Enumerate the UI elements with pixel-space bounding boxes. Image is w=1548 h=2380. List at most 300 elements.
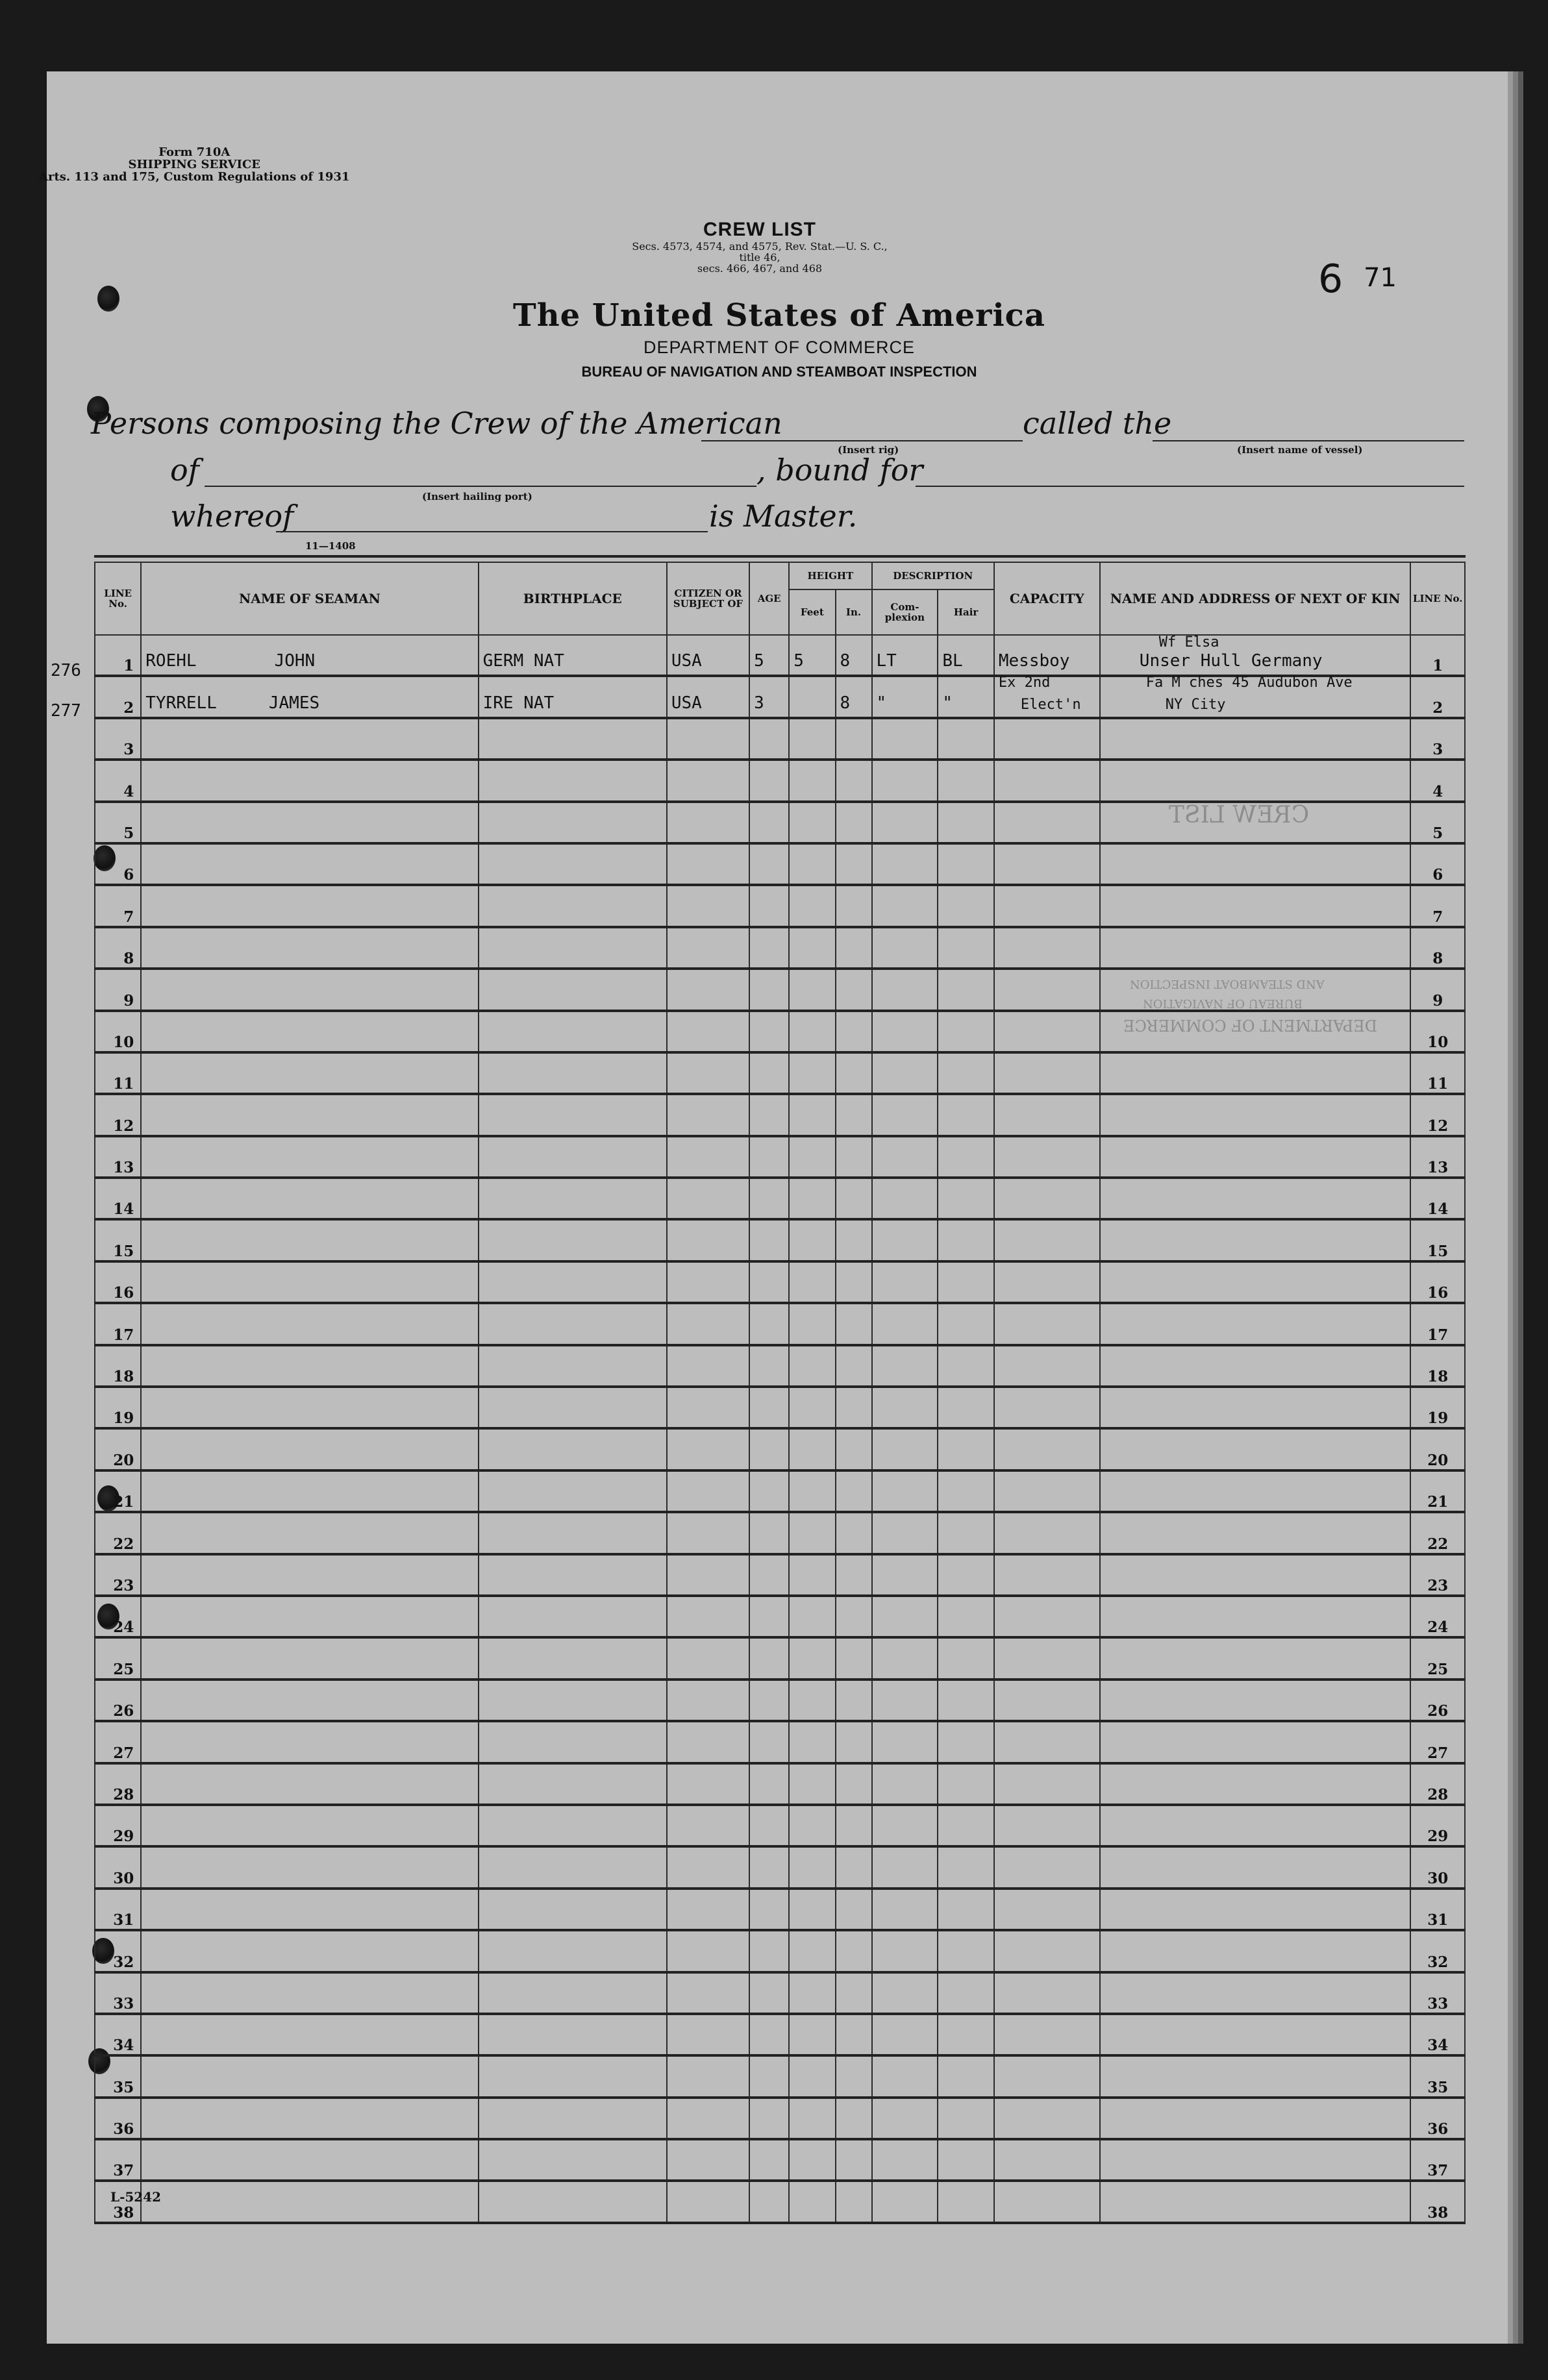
birthplace-cell[interactable]	[479, 1512, 667, 1554]
age-cell[interactable]	[749, 718, 789, 760]
complexion-cell[interactable]	[872, 1805, 938, 1846]
hair-cell[interactable]	[938, 2014, 994, 2055]
feet-cell[interactable]	[789, 1596, 835, 1637]
birthplace-cell[interactable]	[479, 1261, 667, 1303]
age-cell[interactable]	[749, 1972, 789, 2014]
capacity-cell[interactable]	[994, 2181, 1100, 2222]
seaman-name-cell[interactable]	[141, 1972, 478, 2014]
age-cell[interactable]	[749, 1011, 789, 1052]
kin-cell[interactable]	[1100, 1345, 1411, 1387]
age-cell[interactable]	[749, 1596, 789, 1637]
hair-cell[interactable]	[938, 1554, 994, 1596]
capacity-cell[interactable]	[994, 2014, 1100, 2055]
complexion-cell[interactable]	[872, 1680, 938, 1721]
complexion-cell[interactable]	[872, 1011, 938, 1052]
capacity-cell[interactable]	[994, 1470, 1100, 1512]
complexion-cell[interactable]	[872, 885, 938, 926]
inches-cell[interactable]	[836, 1596, 872, 1637]
seaman-name-cell[interactable]	[141, 1052, 478, 1094]
inches-cell[interactable]	[836, 843, 872, 885]
complexion-cell[interactable]	[872, 927, 938, 969]
birthplace-cell[interactable]	[479, 1596, 667, 1637]
citizen-cell[interactable]	[667, 927, 749, 969]
birthplace-cell[interactable]	[479, 885, 667, 926]
rig-field[interactable]	[701, 440, 1023, 441]
feet-cell[interactable]	[789, 1261, 835, 1303]
seaman-name-cell[interactable]	[141, 969, 478, 1010]
citizen-cell[interactable]	[667, 1846, 749, 1888]
complexion-cell[interactable]	[872, 1178, 938, 1219]
capacity-cell[interactable]	[994, 1052, 1100, 1094]
capacity-cell[interactable]	[994, 1889, 1100, 1930]
capacity-cell[interactable]	[994, 676, 1100, 717]
capacity-cell[interactable]	[994, 1219, 1100, 1261]
birthplace-cell[interactable]	[479, 1972, 667, 2014]
hair-cell[interactable]	[938, 927, 994, 969]
complexion-cell[interactable]	[872, 1721, 938, 1763]
hair-cell[interactable]	[938, 1470, 994, 1512]
complexion-cell[interactable]	[872, 1637, 938, 1679]
seaman-name-cell[interactable]	[141, 1261, 478, 1303]
feet-cell[interactable]	[789, 1805, 835, 1846]
birthplace-cell[interactable]	[479, 1011, 667, 1052]
feet-cell[interactable]	[789, 676, 835, 717]
inches-cell[interactable]	[836, 1094, 872, 1135]
birthplace-cell[interactable]	[479, 927, 667, 969]
age-cell[interactable]	[749, 1763, 789, 1805]
birthplace-cell[interactable]	[479, 1428, 667, 1470]
capacity-cell[interactable]	[994, 1763, 1100, 1805]
seaman-name-cell[interactable]	[141, 1637, 478, 1679]
citizen-cell[interactable]	[667, 1721, 749, 1763]
capacity-cell[interactable]	[994, 2139, 1100, 2181]
birthplace-cell[interactable]	[479, 1637, 667, 1679]
complexion-cell[interactable]	[872, 1889, 938, 1930]
birthplace-cell[interactable]	[479, 802, 667, 843]
seaman-name-cell[interactable]	[141, 760, 478, 801]
hair-cell[interactable]	[938, 1930, 994, 1972]
kin-cell[interactable]	[1100, 843, 1411, 885]
hair-cell[interactable]	[938, 885, 994, 926]
seaman-name-cell[interactable]	[141, 1721, 478, 1763]
age-cell[interactable]	[749, 2098, 789, 2139]
citizen-cell[interactable]	[667, 802, 749, 843]
seaman-name-cell[interactable]	[141, 1889, 478, 1930]
age-cell[interactable]	[749, 676, 789, 717]
seaman-name-cell[interactable]	[141, 1136, 478, 1178]
birthplace-cell[interactable]	[479, 676, 667, 717]
age-cell[interactable]	[749, 1387, 789, 1428]
kin-cell[interactable]	[1100, 802, 1411, 843]
seaman-name-cell[interactable]	[141, 927, 478, 969]
kin-cell[interactable]	[1100, 1930, 1411, 1972]
age-cell[interactable]	[749, 1805, 789, 1846]
kin-cell[interactable]	[1100, 1805, 1411, 1846]
seaman-name-cell[interactable]	[141, 1428, 478, 1470]
birthplace-cell[interactable]	[479, 1219, 667, 1261]
citizen-cell[interactable]	[667, 843, 749, 885]
birthplace-cell[interactable]	[479, 1052, 667, 1094]
hair-cell[interactable]	[938, 676, 994, 717]
age-cell[interactable]	[749, 1512, 789, 1554]
capacity-cell[interactable]	[994, 1637, 1100, 1679]
kin-cell[interactable]	[1100, 1303, 1411, 1345]
hair-cell[interactable]	[938, 1011, 994, 1052]
citizen-cell[interactable]	[667, 1889, 749, 1930]
inches-cell[interactable]	[836, 1303, 872, 1345]
birthplace-cell[interactable]	[479, 1554, 667, 1596]
birthplace-cell[interactable]	[479, 1763, 667, 1805]
complexion-cell[interactable]	[872, 676, 938, 717]
hair-cell[interactable]	[938, 1261, 994, 1303]
complexion-cell[interactable]	[872, 1136, 938, 1178]
hair-cell[interactable]	[938, 1846, 994, 1888]
inches-cell[interactable]	[836, 635, 872, 676]
citizen-cell[interactable]	[667, 1930, 749, 1972]
feet-cell[interactable]	[789, 1512, 835, 1554]
seaman-name-cell[interactable]	[141, 885, 478, 926]
birthplace-cell[interactable]	[479, 1470, 667, 1512]
inches-cell[interactable]	[836, 969, 872, 1010]
birthplace-cell[interactable]	[479, 1136, 667, 1178]
birthplace-cell[interactable]	[479, 1387, 667, 1428]
capacity-cell[interactable]	[994, 1303, 1100, 1345]
hair-cell[interactable]	[938, 843, 994, 885]
capacity-cell[interactable]	[994, 843, 1100, 885]
inches-cell[interactable]	[836, 1972, 872, 2014]
hair-cell[interactable]	[938, 1637, 994, 1679]
kin-cell[interactable]	[1100, 1219, 1411, 1261]
complexion-cell[interactable]	[872, 2181, 938, 2222]
inches-cell[interactable]	[836, 1219, 872, 1261]
birthplace-cell[interactable]	[479, 760, 667, 801]
birthplace-cell[interactable]	[479, 2014, 667, 2055]
age-cell[interactable]	[749, 1428, 789, 1470]
kin-cell[interactable]	[1100, 1972, 1411, 2014]
kin-cell[interactable]	[1100, 1470, 1411, 1512]
complexion-cell[interactable]	[872, 1387, 938, 1428]
feet-cell[interactable]	[789, 1972, 835, 2014]
feet-cell[interactable]	[789, 635, 835, 676]
hair-cell[interactable]	[938, 2139, 994, 2181]
hair-cell[interactable]	[938, 802, 994, 843]
citizen-cell[interactable]	[667, 1052, 749, 1094]
kin-cell[interactable]	[1100, 2139, 1411, 2181]
inches-cell[interactable]	[836, 885, 872, 926]
hair-cell[interactable]	[938, 1972, 994, 2014]
hair-cell[interactable]	[938, 1428, 994, 1470]
birthplace-cell[interactable]	[479, 1680, 667, 1721]
seaman-name-cell[interactable]	[141, 676, 478, 717]
capacity-cell[interactable]	[994, 1554, 1100, 1596]
feet-cell[interactable]	[789, 1094, 835, 1135]
seaman-name-cell[interactable]	[141, 1303, 478, 1345]
kin-cell[interactable]	[1100, 760, 1411, 801]
citizen-cell[interactable]	[667, 1011, 749, 1052]
complexion-cell[interactable]	[872, 2014, 938, 2055]
feet-cell[interactable]	[789, 802, 835, 843]
complexion-cell[interactable]	[872, 635, 938, 676]
inches-cell[interactable]	[836, 1805, 872, 1846]
age-cell[interactable]	[749, 635, 789, 676]
birthplace-cell[interactable]	[479, 1805, 667, 1846]
hair-cell[interactable]	[938, 2181, 994, 2222]
seaman-name-cell[interactable]	[141, 843, 478, 885]
inches-cell[interactable]	[836, 760, 872, 801]
hair-cell[interactable]	[938, 760, 994, 801]
age-cell[interactable]	[749, 1889, 789, 1930]
capacity-cell[interactable]	[994, 1596, 1100, 1637]
feet-cell[interactable]	[789, 1554, 835, 1596]
citizen-cell[interactable]	[667, 1261, 749, 1303]
complexion-cell[interactable]	[872, 1930, 938, 1972]
inches-cell[interactable]	[836, 1554, 872, 1596]
complexion-cell[interactable]	[872, 1763, 938, 1805]
master-name-field[interactable]	[276, 531, 708, 532]
feet-cell[interactable]	[789, 1178, 835, 1219]
capacity-cell[interactable]	[994, 802, 1100, 843]
capacity-cell[interactable]	[994, 1178, 1100, 1219]
kin-cell[interactable]	[1100, 1680, 1411, 1721]
age-cell[interactable]	[749, 2139, 789, 2181]
feet-cell[interactable]	[789, 1387, 835, 1428]
citizen-cell[interactable]	[667, 1178, 749, 1219]
kin-cell[interactable]	[1100, 1094, 1411, 1135]
age-cell[interactable]	[749, 1554, 789, 1596]
citizen-cell[interactable]	[667, 1136, 749, 1178]
feet-cell[interactable]	[789, 2014, 835, 2055]
hair-cell[interactable]	[938, 718, 994, 760]
capacity-cell[interactable]	[994, 635, 1100, 676]
inches-cell[interactable]	[836, 1889, 872, 1930]
feet-cell[interactable]	[789, 1763, 835, 1805]
capacity-cell[interactable]	[994, 1136, 1100, 1178]
hair-cell[interactable]	[938, 1721, 994, 1763]
kin-cell[interactable]	[1100, 969, 1411, 1010]
capacity-cell[interactable]	[994, 969, 1100, 1010]
complexion-cell[interactable]	[872, 2139, 938, 2181]
seaman-name-cell[interactable]	[141, 718, 478, 760]
seaman-name-cell[interactable]	[141, 1011, 478, 1052]
citizen-cell[interactable]	[667, 1680, 749, 1721]
inches-cell[interactable]	[836, 2014, 872, 2055]
seaman-name-cell[interactable]	[141, 1178, 478, 1219]
capacity-cell[interactable]	[994, 1930, 1100, 1972]
kin-cell[interactable]	[1100, 2098, 1411, 2139]
seaman-name-cell[interactable]	[141, 1387, 478, 1428]
kin-cell[interactable]	[1100, 1889, 1411, 1930]
complexion-cell[interactable]	[872, 2098, 938, 2139]
age-cell[interactable]	[749, 1219, 789, 1261]
complexion-cell[interactable]	[872, 1303, 938, 1345]
age-cell[interactable]	[749, 1261, 789, 1303]
birthplace-cell[interactable]	[479, 1094, 667, 1135]
birthplace-cell[interactable]	[479, 969, 667, 1010]
citizen-cell[interactable]	[667, 1094, 749, 1135]
complexion-cell[interactable]	[872, 1846, 938, 1888]
hair-cell[interactable]	[938, 1052, 994, 1094]
birthplace-cell[interactable]	[479, 2055, 667, 2097]
inches-cell[interactable]	[836, 676, 872, 717]
inches-cell[interactable]	[836, 1011, 872, 1052]
age-cell[interactable]	[749, 2055, 789, 2097]
seaman-name-cell[interactable]	[141, 802, 478, 843]
inches-cell[interactable]	[836, 1470, 872, 1512]
birthplace-cell[interactable]	[479, 2181, 667, 2222]
inches-cell[interactable]	[836, 2139, 872, 2181]
citizen-cell[interactable]	[667, 1512, 749, 1554]
inches-cell[interactable]	[836, 1345, 872, 1387]
feet-cell[interactable]	[789, 843, 835, 885]
capacity-cell[interactable]	[994, 1721, 1100, 1763]
capacity-cell[interactable]	[994, 1387, 1100, 1428]
inches-cell[interactable]	[836, 927, 872, 969]
hair-cell[interactable]	[938, 2098, 994, 2139]
complexion-cell[interactable]	[872, 2055, 938, 2097]
birthplace-cell[interactable]	[479, 1303, 667, 1345]
citizen-cell[interactable]	[667, 1763, 749, 1805]
kin-cell[interactable]	[1100, 1763, 1411, 1805]
vessel-name-field[interactable]	[1153, 440, 1464, 441]
seaman-name-cell[interactable]	[141, 1846, 478, 1888]
hair-cell[interactable]	[938, 1345, 994, 1387]
citizen-cell[interactable]	[667, 676, 749, 717]
seaman-name-cell[interactable]	[141, 2055, 478, 2097]
inches-cell[interactable]	[836, 1052, 872, 1094]
citizen-cell[interactable]	[667, 1387, 749, 1428]
hair-cell[interactable]	[938, 1889, 994, 1930]
capacity-cell[interactable]	[994, 1011, 1100, 1052]
age-cell[interactable]	[749, 802, 789, 843]
feet-cell[interactable]	[789, 1721, 835, 1763]
seaman-name-cell[interactable]	[141, 1596, 478, 1637]
inches-cell[interactable]	[836, 1261, 872, 1303]
age-cell[interactable]	[749, 1680, 789, 1721]
capacity-cell[interactable]	[994, 760, 1100, 801]
inches-cell[interactable]	[836, 1846, 872, 1888]
seaman-name-cell[interactable]	[141, 1763, 478, 1805]
complexion-cell[interactable]	[872, 760, 938, 801]
kin-cell[interactable]	[1100, 1596, 1411, 1637]
feet-cell[interactable]	[789, 2181, 835, 2222]
capacity-cell[interactable]	[994, 1345, 1100, 1387]
feet-cell[interactable]	[789, 1637, 835, 1679]
inches-cell[interactable]	[836, 802, 872, 843]
complexion-cell[interactable]	[872, 1428, 938, 1470]
inches-cell[interactable]	[836, 1178, 872, 1219]
hair-cell[interactable]	[938, 1512, 994, 1554]
hair-cell[interactable]	[938, 1219, 994, 1261]
complexion-cell[interactable]	[872, 718, 938, 760]
kin-cell[interactable]	[1100, 635, 1411, 676]
citizen-cell[interactable]	[667, 635, 749, 676]
kin-cell[interactable]	[1100, 927, 1411, 969]
complexion-cell[interactable]	[872, 843, 938, 885]
kin-cell[interactable]	[1100, 1178, 1411, 1219]
complexion-cell[interactable]	[872, 1219, 938, 1261]
citizen-cell[interactable]	[667, 969, 749, 1010]
birthplace-cell[interactable]	[479, 1846, 667, 1888]
capacity-cell[interactable]	[994, 885, 1100, 926]
inches-cell[interactable]	[836, 1512, 872, 1554]
hair-cell[interactable]	[938, 1387, 994, 1428]
feet-cell[interactable]	[789, 1889, 835, 1930]
age-cell[interactable]	[749, 1470, 789, 1512]
seaman-name-cell[interactable]	[141, 2014, 478, 2055]
feet-cell[interactable]	[789, 718, 835, 760]
age-cell[interactable]	[749, 760, 789, 801]
feet-cell[interactable]	[789, 760, 835, 801]
inches-cell[interactable]	[836, 1136, 872, 1178]
complexion-cell[interactable]	[872, 1261, 938, 1303]
age-cell[interactable]	[749, 1136, 789, 1178]
feet-cell[interactable]	[789, 1345, 835, 1387]
age-cell[interactable]	[749, 969, 789, 1010]
hair-cell[interactable]	[938, 635, 994, 676]
seaman-name-cell[interactable]	[141, 1930, 478, 1972]
capacity-cell[interactable]	[994, 2055, 1100, 2097]
seaman-name-cell[interactable]	[141, 1512, 478, 1554]
feet-cell[interactable]	[789, 1680, 835, 1721]
kin-cell[interactable]	[1100, 1637, 1411, 1679]
seaman-name-cell[interactable]	[141, 1805, 478, 1846]
kin-cell[interactable]	[1100, 1512, 1411, 1554]
birthplace-cell[interactable]	[479, 1889, 667, 1930]
hair-cell[interactable]	[938, 969, 994, 1010]
inches-cell[interactable]	[836, 1637, 872, 1679]
capacity-cell[interactable]	[994, 1846, 1100, 1888]
birthplace-cell[interactable]	[479, 635, 667, 676]
age-cell[interactable]	[749, 2014, 789, 2055]
citizen-cell[interactable]	[667, 2055, 749, 2097]
complexion-cell[interactable]	[872, 1094, 938, 1135]
capacity-cell[interactable]	[994, 1805, 1100, 1846]
hailing-port-field[interactable]	[205, 486, 756, 487]
age-cell[interactable]	[749, 843, 789, 885]
age-cell[interactable]	[749, 1345, 789, 1387]
kin-cell[interactable]	[1100, 885, 1411, 926]
complexion-cell[interactable]	[872, 1052, 938, 1094]
seaman-name-cell[interactable]	[141, 1470, 478, 1512]
feet-cell[interactable]	[789, 927, 835, 969]
citizen-cell[interactable]	[667, 1637, 749, 1679]
feet-cell[interactable]	[789, 1470, 835, 1512]
destination-field[interactable]	[916, 486, 1464, 487]
age-cell[interactable]	[749, 927, 789, 969]
kin-cell[interactable]	[1100, 1011, 1411, 1052]
feet-cell[interactable]	[789, 885, 835, 926]
age-cell[interactable]	[749, 1303, 789, 1345]
complexion-cell[interactable]	[872, 1972, 938, 2014]
kin-cell[interactable]	[1100, 1387, 1411, 1428]
age-cell[interactable]	[749, 1846, 789, 1888]
seaman-name-cell[interactable]	[141, 2181, 478, 2222]
citizen-cell[interactable]	[667, 1303, 749, 1345]
capacity-cell[interactable]	[994, 2098, 1100, 2139]
age-cell[interactable]	[749, 1052, 789, 1094]
hair-cell[interactable]	[938, 1136, 994, 1178]
feet-cell[interactable]	[789, 2139, 835, 2181]
age-cell[interactable]	[749, 1930, 789, 1972]
age-cell[interactable]	[749, 1094, 789, 1135]
complexion-cell[interactable]	[872, 802, 938, 843]
feet-cell[interactable]	[789, 1136, 835, 1178]
birthplace-cell[interactable]	[479, 843, 667, 885]
capacity-cell[interactable]	[994, 718, 1100, 760]
age-cell[interactable]	[749, 1637, 789, 1679]
inches-cell[interactable]	[836, 2055, 872, 2097]
hair-cell[interactable]	[938, 1763, 994, 1805]
